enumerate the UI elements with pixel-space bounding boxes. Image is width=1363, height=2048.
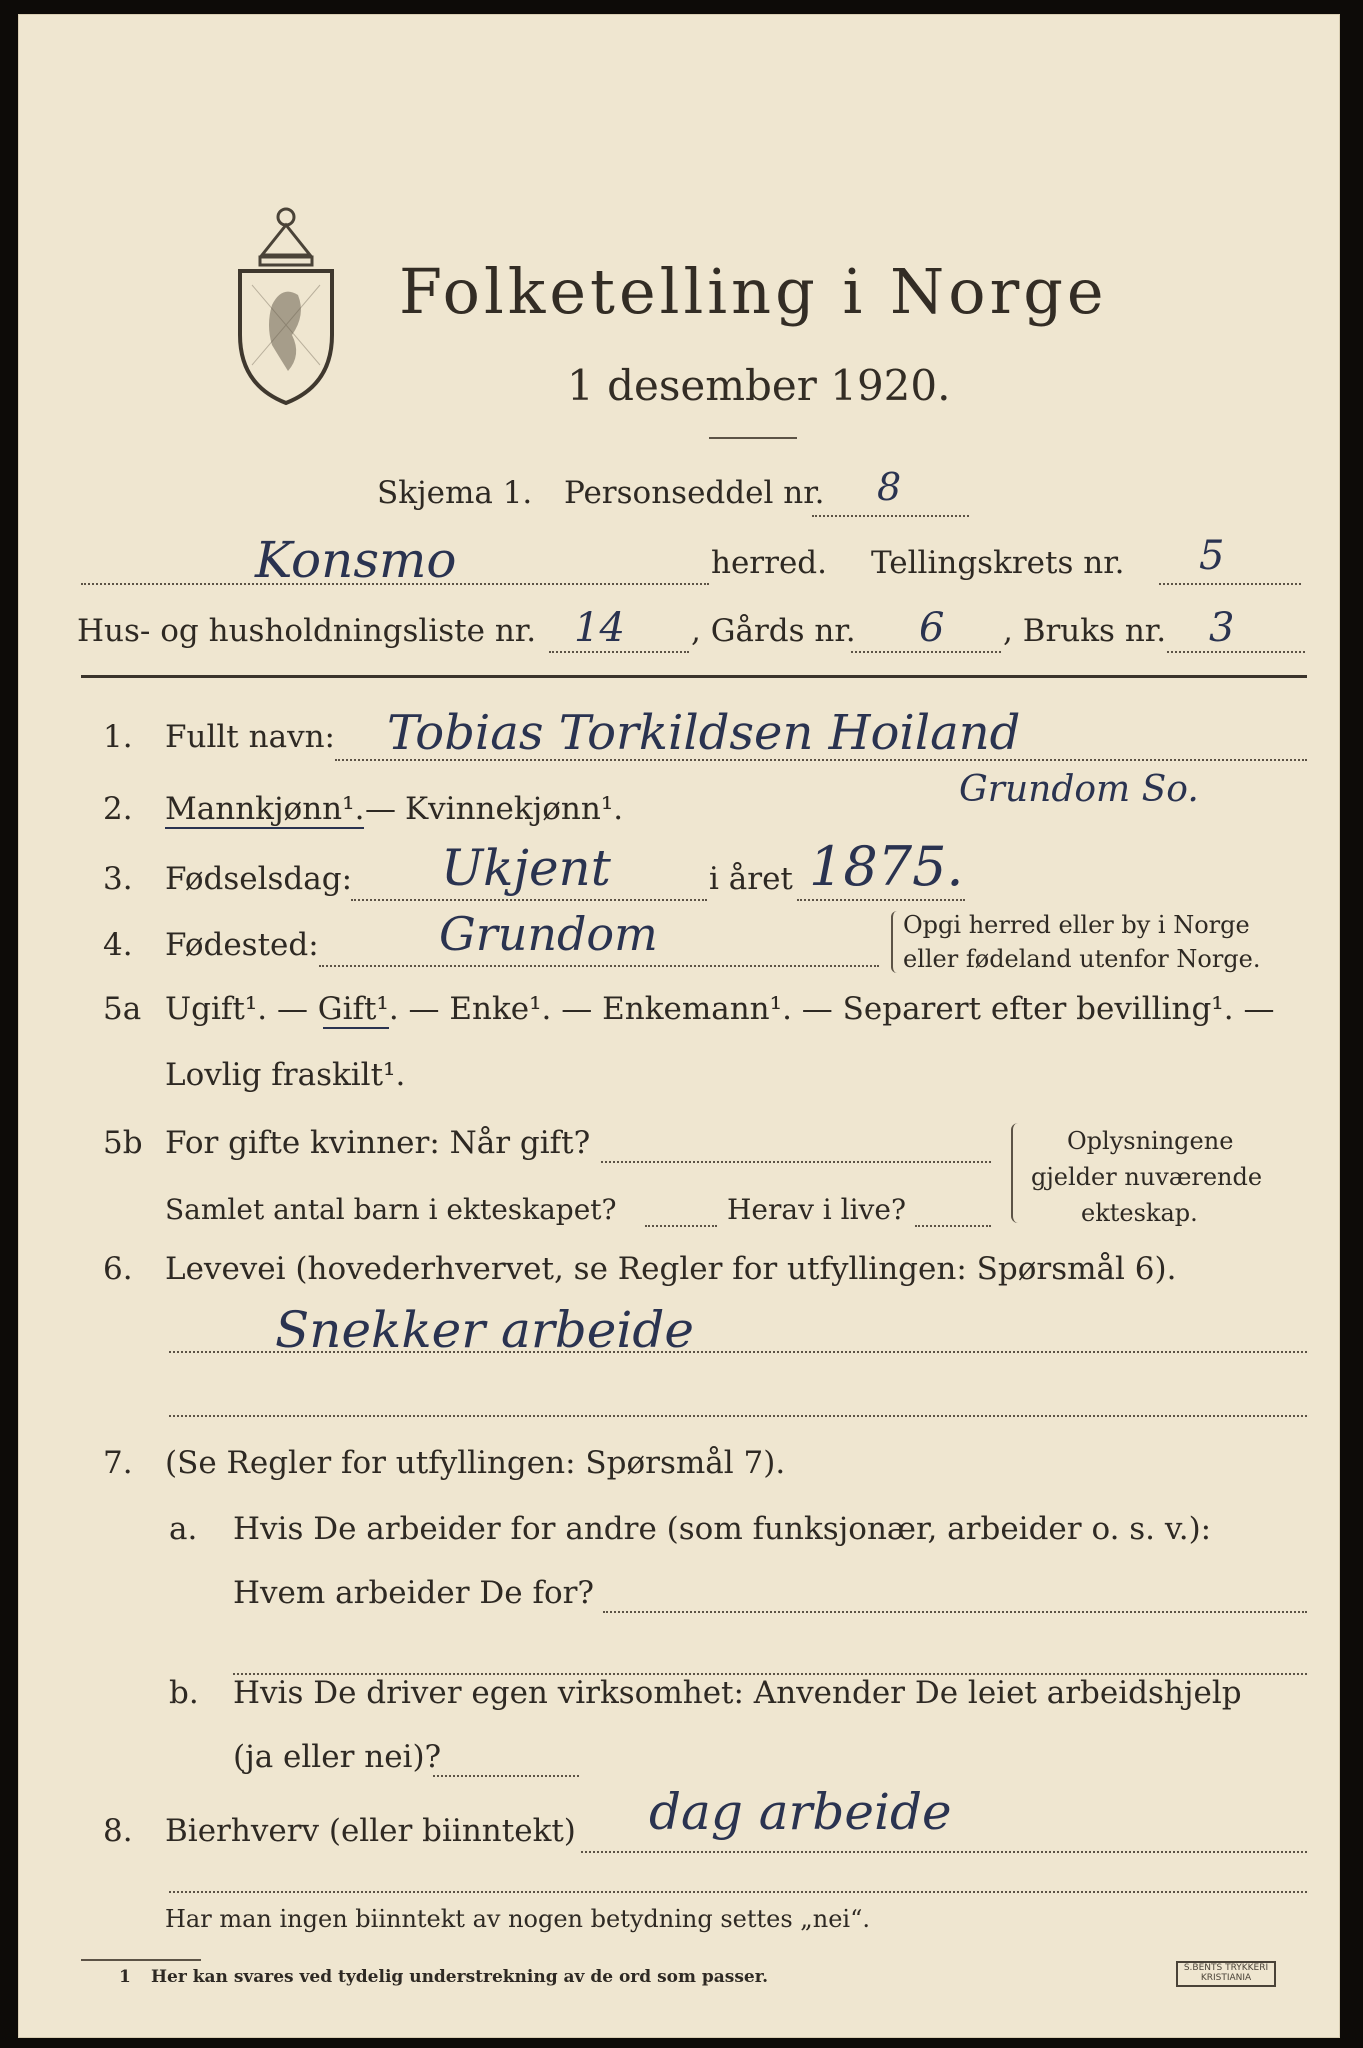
q2-separator: — <box>365 791 396 827</box>
q7a-text: Hvis De arbeider for andre (som funksjonær, arbeider o. s. v.): <box>233 1511 1212 1547</box>
printer-stamp: S.BENTS TRYKKERI KRISTIANIA <box>1176 1961 1276 1987</box>
bruks-value[interactable]: 3 <box>1209 605 1235 651</box>
q5b-note-2: gjelder nuværende <box>1031 1163 1263 1191</box>
q2-number: 2. <box>103 791 133 827</box>
q4-note-2: eller fødeland utenfor Norge. <box>903 945 1261 973</box>
personseddel-label: Personseddel nr. <box>564 475 825 511</box>
q7b-question: (ja eller nei)? <box>233 1739 442 1775</box>
civil-status-options[interactable]: Ugift¹. — Gift¹. — Enke¹. — Enkemann¹. — Separert efter bevilling¹. — <box>165 991 1275 1027</box>
herred-value[interactable]: Konsmo <box>255 531 457 589</box>
option-female[interactable]: Kvinnekjønn¹. <box>405 791 624 827</box>
q7a-letter: a. <box>169 1511 198 1547</box>
footer-note: Har man ingen biinntekt av nogen betydning settes „nei“. <box>165 1905 870 1933</box>
husliste-value[interactable]: 14 <box>574 605 625 651</box>
footnote-number: 1 <box>119 1967 131 1987</box>
q5b-label-1: For gifte kvinner: Når gift? <box>165 1125 591 1161</box>
birthplace-value[interactable]: Grundom <box>439 907 658 961</box>
side-income-value[interactable]: dag arbeide <box>649 1783 952 1841</box>
gift-underline <box>323 1027 389 1029</box>
civil-status-options-2[interactable]: Lovlig fraskilt¹. <box>165 1057 406 1093</box>
q1-label: Fullt navn: <box>165 719 335 755</box>
children-line[interactable] <box>645 1225 717 1227</box>
q5b-number: 5b <box>103 1125 143 1161</box>
option-male[interactable]: Mannkjønn¹. <box>165 791 365 827</box>
footnote-rule <box>81 1959 201 1961</box>
tellingskrets-line <box>1159 583 1301 585</box>
q3-label: Fødselsdag: <box>165 861 353 897</box>
q5b-label-2: Samlet antal barn i ekteskapet? <box>165 1193 617 1226</box>
q5b-note-3: ekteskap. <box>1081 1199 1198 1227</box>
gards-line <box>851 651 1001 653</box>
bruks-line <box>1167 651 1305 653</box>
husliste-line <box>549 651 689 653</box>
year-label: i året <box>709 861 793 897</box>
occupation-value[interactable]: Snekker arbeide <box>275 1301 694 1359</box>
q4-brace <box>891 911 903 973</box>
header-divider <box>81 675 1307 678</box>
gards-label: , Gårds nr. <box>691 613 856 649</box>
q6-number: 6. <box>103 1251 133 1287</box>
footnote-text: Her kan svares ved tydelig understrekning av de ord som passer. <box>151 1967 769 1987</box>
q7-label: (Se Regler for utfyllingen: Spørsmål 7). <box>165 1445 786 1481</box>
q8-number: 8. <box>103 1813 133 1849</box>
personseddel-value[interactable]: 8 <box>877 465 902 509</box>
q7b-letter: b. <box>169 1675 199 1711</box>
full-name-value[interactable]: Tobias Torkildsen Hoiland <box>387 705 1021 761</box>
q7a-question: Hvem arbeider De for? <box>233 1575 595 1611</box>
q5b-label-3: Herav i live? <box>727 1193 906 1226</box>
q5b-brace <box>1011 1123 1025 1223</box>
q3-line <box>351 899 707 901</box>
q4-line <box>319 965 879 967</box>
q8-line <box>581 1851 1307 1853</box>
q4-label: Fødested: <box>165 927 319 963</box>
hired-help-line[interactable] <box>433 1775 579 1777</box>
husliste-label: Hus- og husholdningsliste nr. <box>77 613 537 649</box>
q7b-text: Hvis De driver egen virksomhet: Anvender De leiet arbeidshjelp <box>233 1675 1242 1711</box>
personseddel-line <box>812 515 969 517</box>
birthday-value[interactable]: Ukjent <box>441 839 611 897</box>
herred-label: herred. <box>711 545 827 581</box>
q7-number: 7. <box>103 1445 133 1481</box>
bruks-label: , Bruks nr. <box>1003 613 1167 649</box>
q5b-note-1: Oplysningene <box>1067 1127 1234 1155</box>
q4-number: 4. <box>103 927 133 963</box>
skjema-label: Skjema 1. <box>377 475 533 511</box>
footer-divider <box>169 1891 1307 1893</box>
form-title: Folketelling i Norge <box>399 255 1108 328</box>
q6-label: Levevei (hovederhvervet, se Regler for utfyllingen: Spørsmål 6). <box>165 1251 1177 1287</box>
census-form <box>18 14 1340 2038</box>
birth-year-value[interactable]: 1875. <box>809 835 964 898</box>
q8-label: Bierhverv (eller biinntekt) <box>165 1813 576 1849</box>
census-date: 1 desember 1920. <box>567 361 951 410</box>
tellingskrets-value[interactable]: 5 <box>1199 533 1225 579</box>
year-line <box>797 899 965 901</box>
norway-coat-of-arms-icon <box>232 195 340 407</box>
full-name-extra[interactable]: Grundom So. <box>959 769 1199 810</box>
gards-value[interactable]: 6 <box>919 605 945 651</box>
q6-line-1 <box>169 1351 1307 1353</box>
q6-line-2[interactable] <box>169 1415 1307 1417</box>
married-date-line[interactable] <box>601 1161 991 1163</box>
q4-note-1: Opgi herred eller by i Norge <box>903 911 1250 939</box>
children-alive-line[interactable] <box>915 1225 991 1227</box>
q3-number: 3. <box>103 861 133 897</box>
employer-line[interactable] <box>603 1611 1307 1613</box>
tellingskrets-label: Tellingskrets nr. <box>871 545 1125 581</box>
title-divider <box>709 437 797 439</box>
q1-number: 1. <box>103 719 133 755</box>
q5a-number: 5a <box>103 991 142 1027</box>
